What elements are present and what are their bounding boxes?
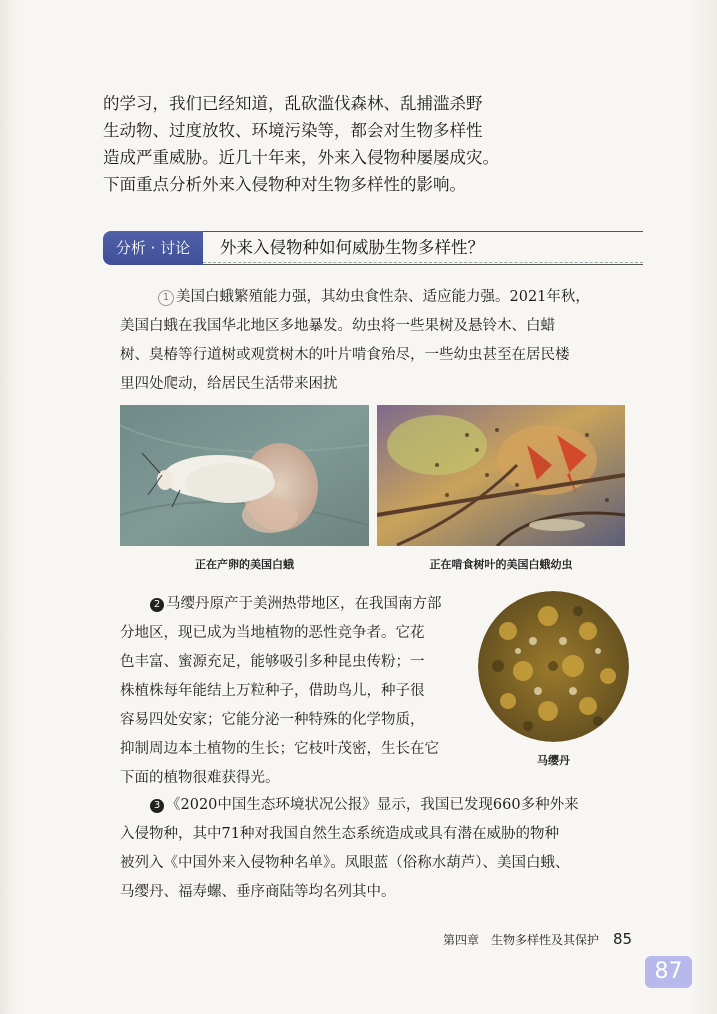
item-2-line: 色丰富、蜜源充足，能够吸引多种昆虫传粉；一	[120, 654, 425, 670]
moth-image	[120, 405, 369, 546]
item-1-marker: 1	[158, 290, 174, 306]
item-2-line: 抑制周边本土植物的生长；它枝叶茂密，生长在它	[120, 741, 439, 757]
item-2-line: 分地区，现已成为当地植物的恶性竞争者。它花	[120, 625, 425, 641]
chapter-title: 第四章 生物多样性及其保护	[443, 933, 600, 947]
item-3-line: 入侵物种，其中71种对我国自然生态系统造成或具有潜在威胁的物种	[120, 826, 559, 842]
intro-line: 造成严重威胁。近几十年来，外来入侵物种屡屡成灾。	[103, 148, 499, 167]
larva-caption: 正在啃食树叶的美国白蛾幼虫	[429, 558, 573, 571]
item-3-line: 被列入《中国外来入侵物种名单》。凤眼蓝（俗称水葫芦）、美国白蛾、	[120, 855, 570, 871]
item-1-paragraph	[120, 283, 590, 399]
lantana-photo	[478, 591, 629, 742]
section-header	[103, 231, 643, 265]
item-1-line: 美国白蛾在我国华北地区多地暴发。幼虫将一些果树及悬铃木、白蜡	[120, 318, 555, 334]
item-2-line: 株植株每年能结上万粒种子，借助鸟儿，种子很	[120, 683, 425, 699]
moth-caption: 正在产卵的美国白蛾	[195, 558, 294, 571]
section-title: 外来入侵物种如何威胁生物多样性？	[220, 238, 484, 257]
item-2-line: 容易四处安家；它能分泌一种特殊的化学物质，	[120, 712, 425, 728]
item-2-paragraph	[120, 590, 442, 793]
item-1-line: 树、臭椿等行道树或观赏树木的叶片啃食殆尽，一些幼虫甚至在居民楼	[120, 347, 570, 363]
moth-photo	[120, 405, 369, 546]
item-2-marker: 2	[150, 598, 164, 612]
item-3-line: 《2020中国生态环境状况公报》显示，我国已发现660多种外来	[166, 797, 579, 813]
intro-line: 的学习，我们已经知道，乱砍滥伐森林、乱捕滥杀野	[103, 94, 483, 113]
page-badge: 87	[645, 956, 692, 988]
lantana-caption: 马缨丹	[537, 754, 570, 767]
page-footer	[443, 930, 632, 948]
page-number: 85	[613, 930, 633, 948]
item-1-line: 美国白蛾繁殖能力强，其幼虫食性杂、适应能力强。2021年秋，	[176, 289, 590, 305]
item-3-paragraph	[120, 791, 579, 907]
item-2-line: 下面的植物很难获得光。	[120, 770, 280, 786]
item-3-marker: 3	[150, 799, 164, 813]
intro-paragraph	[103, 90, 503, 198]
larva-photo	[377, 405, 625, 546]
lantana-image	[478, 591, 629, 742]
larva-image	[377, 405, 625, 546]
item-1-line: 里四处爬动，给居民生活带来困扰	[120, 376, 338, 392]
intro-line: 生动物、过度放牧、环境污染等，都会对生物多样性	[103, 121, 483, 140]
section-tag: 分析 · 讨论	[103, 231, 203, 265]
intro-line: 下面重点分析外来入侵物种对生物多样性的影响。	[103, 175, 466, 194]
item-3-line: 马缨丹、福寿螺、垂序商陆等均名列其中。	[120, 884, 396, 900]
item-2-line: 马缨丹原产于美洲热带地区，在我国南方部	[166, 596, 442, 612]
